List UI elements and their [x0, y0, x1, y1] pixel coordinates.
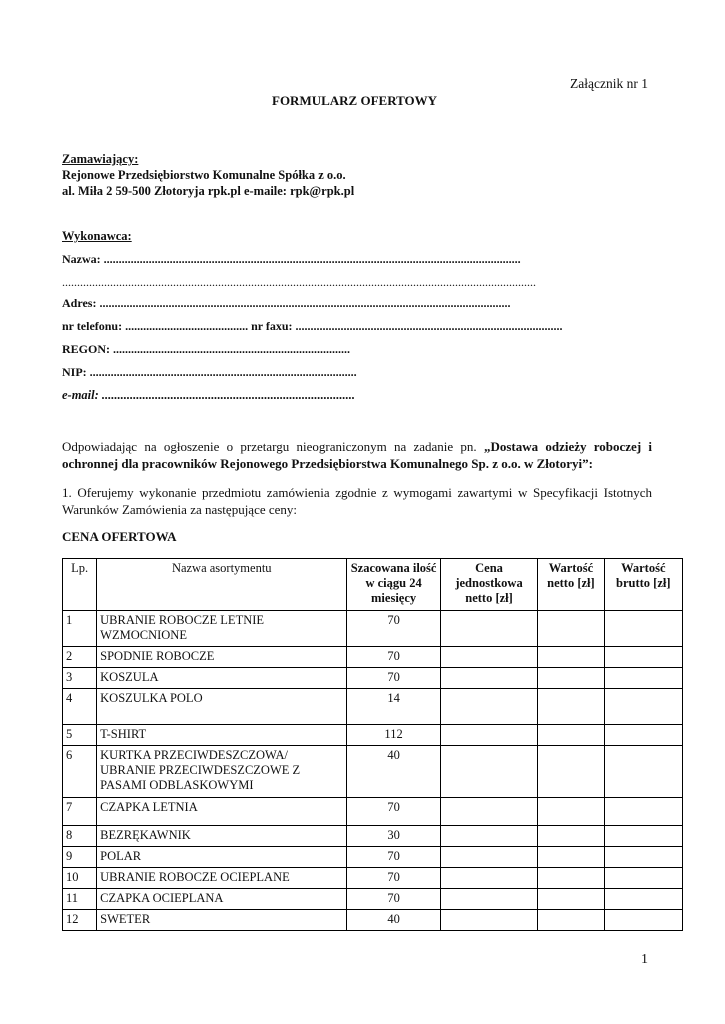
row-unit-price-cell[interactable] — [440, 611, 537, 647]
row-item-name: SPODNIE ROBOCZE — [97, 647, 347, 668]
row-unit-price-cell[interactable] — [440, 826, 537, 847]
column-header-quantity: Szacowana ilość w ciągu 24 miesięcy — [347, 559, 440, 611]
ordering-party-name: Rejonowe Przedsiębiorstwo Komunalne Spółka z o.o. — [62, 168, 346, 182]
row-item-name: CZAPKA LETNIA — [97, 798, 347, 826]
row-net-value-cell[interactable] — [538, 647, 604, 668]
row-unit-price-cell[interactable] — [440, 889, 537, 910]
row-quantity: 70 — [347, 798, 440, 826]
row-net-value-cell[interactable] — [538, 826, 604, 847]
row-item-name: CZAPKA OCIEPLANA — [97, 889, 347, 910]
row-item-name: KOSZULA — [97, 668, 347, 689]
row-net-value-cell[interactable] — [538, 910, 604, 931]
contractor-name-field[interactable]: Nazwa: ........................................................................................................................................... — [62, 252, 521, 266]
row-quantity: 112 — [347, 725, 440, 746]
row-gross-value-cell[interactable] — [604, 611, 682, 647]
row-net-value-cell[interactable] — [538, 798, 604, 826]
row-item-name: KOSZULKA POLO — [97, 689, 347, 725]
row-net-value-cell[interactable] — [538, 847, 604, 868]
row-lp: 3 — [63, 668, 97, 689]
row-gross-value-cell[interactable] — [604, 826, 682, 847]
row-gross-value-cell[interactable] — [604, 798, 682, 826]
table-row — [63, 868, 683, 889]
row-lp: 8 — [63, 826, 97, 847]
row-quantity: 70 — [347, 668, 440, 689]
attachment-label: Załącznik nr 1 — [570, 76, 648, 91]
table-row — [63, 611, 683, 647]
row-gross-value-cell[interactable] — [604, 746, 682, 798]
row-unit-price-cell[interactable] — [440, 725, 537, 746]
row-gross-value-cell[interactable] — [604, 910, 682, 931]
table-row — [63, 668, 683, 689]
column-header-gross-value: Wartość brutto [zł] — [604, 559, 682, 611]
contractor-nip-field[interactable]: NIP: ......................................................................................... — [62, 365, 357, 379]
row-quantity: 40 — [347, 746, 440, 798]
table-row — [63, 889, 683, 910]
row-unit-price-cell[interactable] — [440, 868, 537, 889]
row-lp: 11 — [63, 889, 97, 910]
row-unit-price-cell[interactable] — [440, 647, 537, 668]
contractor-address-field[interactable]: Adres: ......................................................................................................................................... — [62, 296, 511, 310]
row-item-name: UBRANIE ROBOCZE LETNIE WZMOCNIONE — [97, 611, 347, 647]
tender-title: „Dostawa odzieży roboczej i ochronnej dla pracowników Rejonowego Przedsiębiorstwa Komunalnego Sp. z o.o. w Złotoryi”: — [62, 439, 652, 471]
page-number: 1 — [641, 952, 648, 967]
offer-statement: 1. Oferujemy wykonanie przedmiotu zamówienia zgodnie z wymogami zawartymi w Specyfikacji Istotnych Warunków Zamówienia za następujące ceny: — [62, 485, 652, 517]
row-lp: 4 — [63, 689, 97, 725]
row-gross-value-cell[interactable] — [604, 889, 682, 910]
row-gross-value-cell[interactable] — [604, 647, 682, 668]
row-item-name: SWETER — [97, 910, 347, 931]
row-lp: 7 — [63, 798, 97, 826]
table-row — [63, 847, 683, 868]
column-header-lp: Lp. — [63, 559, 97, 611]
row-quantity: 70 — [347, 868, 440, 889]
table-row — [63, 746, 683, 798]
intro-paragraph — [62, 438, 652, 472]
row-quantity: 70 — [347, 611, 440, 647]
contractor-regon-field[interactable]: REGON: ............................................................................... — [62, 342, 350, 356]
row-unit-price-cell[interactable] — [440, 847, 537, 868]
row-lp: 12 — [63, 910, 97, 931]
price-table — [62, 558, 683, 931]
row-lp: 10 — [63, 868, 97, 889]
row-item-name: BEZRĘKAWNIK — [97, 826, 347, 847]
row-net-value-cell[interactable] — [538, 746, 604, 798]
row-gross-value-cell[interactable] — [604, 847, 682, 868]
contractor-email-field[interactable]: e-mail: ................................................................................. — [62, 388, 356, 402]
price-section-title: CENA OFERTOWA — [62, 529, 177, 544]
contractor-phone-fax-field[interactable]: nr telefonu: ......................................... nr faxu: ......................................................................................... — [62, 319, 563, 333]
row-gross-value-cell[interactable] — [604, 725, 682, 746]
contractor-label: Wykonawca: — [62, 229, 132, 243]
row-lp: 2 — [63, 647, 97, 668]
row-unit-price-cell[interactable] — [440, 668, 537, 689]
document-title: FORMULARZ OFERTOWY — [272, 93, 438, 108]
row-item-name: POLAR — [97, 847, 347, 868]
row-unit-price-cell[interactable] — [440, 910, 537, 931]
row-net-value-cell[interactable] — [538, 868, 604, 889]
row-gross-value-cell[interactable] — [604, 868, 682, 889]
row-quantity: 14 — [347, 689, 440, 725]
table-row — [63, 798, 683, 826]
column-header-unit-price: Cena jednostkowa netto [zł] — [440, 559, 537, 611]
row-unit-price-cell[interactable] — [440, 798, 537, 826]
table-row — [63, 725, 683, 746]
row-quantity: 70 — [347, 647, 440, 668]
table-header-row — [63, 559, 683, 611]
row-item-name: UBRANIE ROBOCZE OCIEPLANE — [97, 868, 347, 889]
table-row — [63, 826, 683, 847]
contractor-name-field-continued[interactable]: .............................................................................................................................................................. — [62, 275, 536, 289]
row-item-name: KURTKA PRZECIWDESZCZOWA/ UBRANIE PRZECIWDESZCZOWE Z PASAMI ODBLASKOWYMI — [97, 746, 347, 798]
intro-text: Odpowiadając na ogłoszenie o przetargu nieograniczonym na zadanie pn. — [62, 439, 484, 454]
row-unit-price-cell[interactable] — [440, 746, 537, 798]
table-row — [63, 689, 683, 725]
table-row — [63, 647, 683, 668]
row-net-value-cell[interactable] — [538, 889, 604, 910]
row-quantity: 30 — [347, 826, 440, 847]
row-quantity: 70 — [347, 847, 440, 868]
row-gross-value-cell[interactable] — [604, 689, 682, 725]
row-net-value-cell[interactable] — [538, 689, 604, 725]
ordering-party-label: Zamawiający: — [62, 152, 139, 166]
row-lp: 5 — [63, 725, 97, 746]
row-quantity: 70 — [347, 889, 440, 910]
row-net-value-cell[interactable] — [538, 668, 604, 689]
row-unit-price-cell[interactable] — [440, 689, 537, 725]
row-lp: 1 — [63, 611, 97, 647]
table-row — [63, 910, 683, 931]
row-lp: 6 — [63, 746, 97, 798]
row-quantity: 40 — [347, 910, 440, 931]
row-net-value-cell[interactable] — [538, 725, 604, 746]
column-header-net-value: Wartość netto [zł] — [538, 559, 604, 611]
ordering-party-address: al. Miła 2 59-500 Złotoryja rpk.pl e-maile: rpk@rpk.pl — [62, 184, 355, 198]
row-lp: 9 — [63, 847, 97, 868]
row-net-value-cell[interactable] — [538, 611, 604, 647]
column-header-name: Nazwa asortymentu — [97, 559, 347, 611]
row-gross-value-cell[interactable] — [604, 668, 682, 689]
row-item-name: T-SHIRT — [97, 725, 347, 746]
